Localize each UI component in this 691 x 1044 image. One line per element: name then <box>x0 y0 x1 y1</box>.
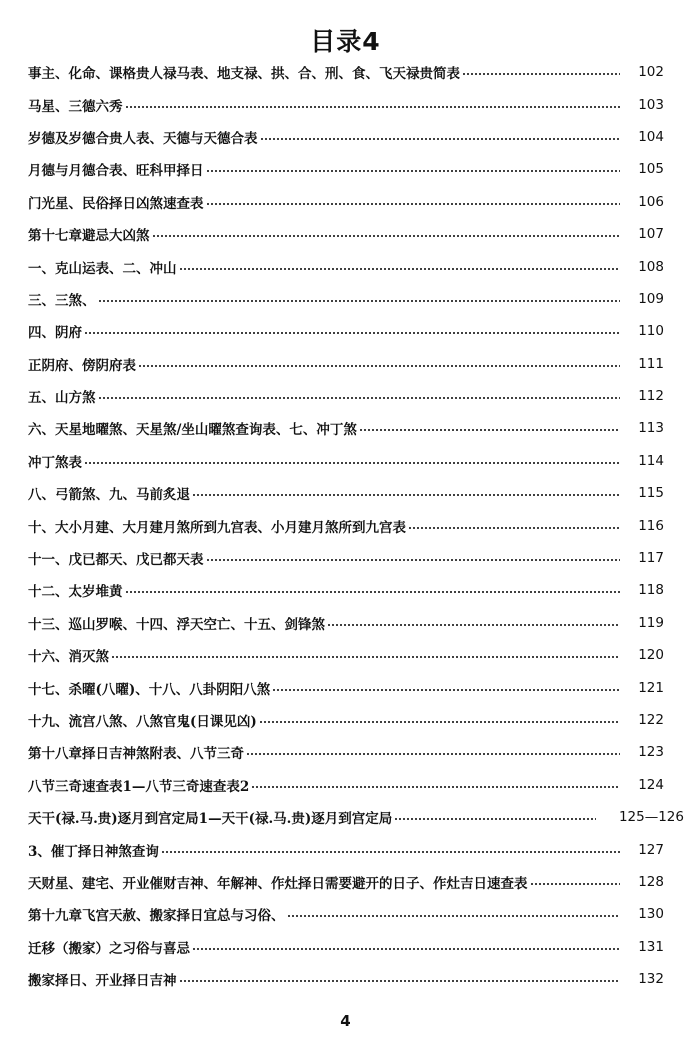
dot-leader <box>161 850 620 854</box>
toc-entry[interactable] <box>28 833 664 865</box>
toc-entry-label: 四、阴府 <box>28 325 82 342</box>
toc-entry-label: 六、天星地曜煞、天星煞/坐山曜煞查询表、七、冲丁煞 <box>28 422 357 439</box>
toc-entry-label: 第十八章择日吉神煞附表、八节三奇 <box>28 746 244 763</box>
dot-leader <box>125 105 621 109</box>
toc-entry[interactable] <box>28 542 664 574</box>
toc-entry[interactable] <box>28 121 664 153</box>
toc-entry[interactable] <box>28 736 664 768</box>
toc-entry[interactable] <box>28 866 664 898</box>
toc-entry[interactable] <box>28 283 664 315</box>
toc-entry-label: 正阴府、傍阴府表 <box>28 357 136 374</box>
toc-entry-page: 109 <box>638 290 664 307</box>
toc-entry-label: 第十七章避忌大凶煞 <box>28 228 150 245</box>
dot-leader <box>259 720 620 724</box>
toc-entry[interactable] <box>28 509 664 541</box>
dot-leader <box>260 137 621 141</box>
toc-entry-page: 123 <box>638 744 664 761</box>
dot-leader <box>206 202 621 206</box>
toc-entry-label: 天干(禄.马.贵)逐月到宫定局1—天干(禄.马.贵)逐月到宫定局 <box>28 811 393 828</box>
toc-entry-page: 128 <box>638 873 664 890</box>
toc-entry[interactable] <box>28 898 664 930</box>
toc-entry-label: 十六、消灭煞 <box>28 649 109 666</box>
toc-entry-page: 107 <box>638 226 664 243</box>
dot-leader <box>287 914 621 918</box>
dot-leader <box>327 623 620 627</box>
toc-entry-page: 115 <box>638 485 664 502</box>
dot-leader <box>98 299 621 303</box>
toc-entry-page: 131 <box>638 938 664 955</box>
toc-entry-page: 118 <box>638 582 664 599</box>
toc-entry[interactable] <box>28 56 664 88</box>
dot-leader <box>152 234 621 238</box>
dot-leader <box>98 396 621 400</box>
toc-entry-label: 三、三煞、 <box>28 292 96 309</box>
toc-entry-page: 103 <box>638 96 664 113</box>
toc-entry-label: 一、克山运表、二、冲山 <box>28 260 177 277</box>
toc-entry-label: 十七、杀曜(八曜)、十八、八卦阴阳八煞 <box>28 681 271 698</box>
toc-entry-page: 125—126 <box>618 809 684 826</box>
dot-leader <box>138 364 620 368</box>
dot-leader <box>251 785 620 789</box>
toc-entry-label: 搬家择日、开业择日吉神 <box>28 973 177 990</box>
dot-leader <box>125 590 621 594</box>
toc-entry[interactable] <box>28 801 684 833</box>
dot-leader <box>272 688 620 692</box>
toc-entry[interactable] <box>28 671 664 703</box>
dot-leader <box>84 461 620 465</box>
toc-entry[interactable] <box>28 153 664 185</box>
dot-leader <box>394 817 596 821</box>
page-number: 4 <box>340 1012 351 1030</box>
toc-entry[interactable] <box>28 769 664 801</box>
dot-leader <box>84 331 620 335</box>
toc-entry-page: 130 <box>638 906 664 923</box>
toc-entry-page: 111 <box>638 355 664 372</box>
toc-entry[interactable] <box>28 963 664 995</box>
toc-entry-page: 120 <box>638 647 664 664</box>
dot-leader <box>206 558 621 562</box>
toc-entry-page: 104 <box>638 128 664 145</box>
toc-entry-page: 117 <box>638 550 664 567</box>
toc-entry-page: 127 <box>638 841 664 858</box>
toc-entry-label: 岁德及岁德合贵人表、天德与天德合表 <box>28 130 258 147</box>
toc-entry-label: 月德与月德合表、旺科甲择日 <box>28 163 204 180</box>
toc-entry-label: 十、大小月建、大月建月煞所到九宫表、小月建月煞所到九宫表 <box>28 519 406 536</box>
dot-leader <box>206 169 621 173</box>
dot-leader <box>179 267 621 271</box>
dot-leader <box>192 493 620 497</box>
toc-entry[interactable] <box>28 445 664 477</box>
toc-entry[interactable] <box>28 88 664 120</box>
dot-leader <box>408 526 620 530</box>
toc-entry-page: 110 <box>638 323 664 340</box>
toc-entry-page: 106 <box>638 193 664 210</box>
toc-entry[interactable] <box>28 931 664 963</box>
toc-entry[interactable] <box>28 639 664 671</box>
toc-entry-label: 十一、戊已都天、戊已都天表 <box>28 552 204 569</box>
toc-entry-page: 114 <box>638 452 664 469</box>
toc-entry[interactable] <box>28 380 664 412</box>
toc-entry-label: 八节三奇速查表1—八节三奇速查表2 <box>28 778 250 795</box>
toc-entry-page: 124 <box>638 776 664 793</box>
dot-leader <box>530 882 621 886</box>
toc-entry[interactable] <box>28 315 664 347</box>
toc-entry-label: 3、催丁择日神煞查询 <box>28 843 159 860</box>
toc-entry-label: 事主、化命、课格贵人禄马表、地支禄、拱、合、刑、食、飞天禄贵简表 <box>28 66 460 83</box>
toc-entry[interactable] <box>28 250 664 282</box>
toc-entry-page: 121 <box>638 679 664 696</box>
toc-entry-page: 119 <box>638 614 664 631</box>
toc-entry-page: 112 <box>638 388 664 405</box>
toc-entry-page: 116 <box>638 517 664 534</box>
toc-entry[interactable] <box>28 218 664 250</box>
toc-entry-label: 马星、三德六秀 <box>28 98 123 115</box>
toc-entry-label: 十九、流宫八煞、八煞官鬼(日课见凶) <box>28 714 257 730</box>
dot-leader <box>111 655 620 659</box>
dot-leader <box>192 947 620 951</box>
dot-leader <box>246 752 620 756</box>
toc-entry-page: 132 <box>638 971 664 988</box>
toc-entry[interactable] <box>28 348 664 380</box>
toc-entry-page: 113 <box>638 420 664 437</box>
toc-entry[interactable] <box>28 574 664 606</box>
toc-entry-page: 108 <box>638 258 664 275</box>
toc-entry[interactable] <box>28 704 664 736</box>
toc-entry-page: 102 <box>638 64 664 81</box>
page-title: 目录4 <box>310 27 381 56</box>
toc-entry[interactable] <box>28 477 664 509</box>
dot-leader <box>462 72 620 76</box>
toc-entry-label: 天财星、建宅、开业催财吉神、年解神、作灶择日需要避开的日子、作灶吉日速查表 <box>28 875 528 892</box>
table-of-contents <box>28 56 684 995</box>
toc-entry-label: 十三、巡山罗喉、十四、浮天空亡、十五、剑锋煞 <box>28 616 325 633</box>
dot-leader <box>359 428 620 432</box>
toc-entry-label: 八、弓箭煞、九、马前炙退 <box>28 487 190 504</box>
toc-entry-label: 迁移（搬家）之习俗与喜忌 <box>28 940 190 957</box>
toc-entry-label: 门光星、民俗择日凶煞速查表 <box>28 195 204 212</box>
toc-entry-label: 冲丁煞表 <box>28 454 82 471</box>
toc-entry[interactable] <box>28 607 664 639</box>
dot-leader <box>179 979 621 983</box>
toc-entry[interactable] <box>28 186 664 218</box>
toc-entry[interactable] <box>28 412 664 444</box>
toc-entry-page: 105 <box>638 161 664 178</box>
toc-entry-label: 五、山方煞 <box>28 390 96 407</box>
toc-entry-label: 第十九章飞宫天赦、搬家择日宜总与习俗、 <box>28 908 285 925</box>
toc-entry-label: 十二、太岁堆黄 <box>28 584 123 601</box>
toc-entry-page: 122 <box>638 712 664 728</box>
